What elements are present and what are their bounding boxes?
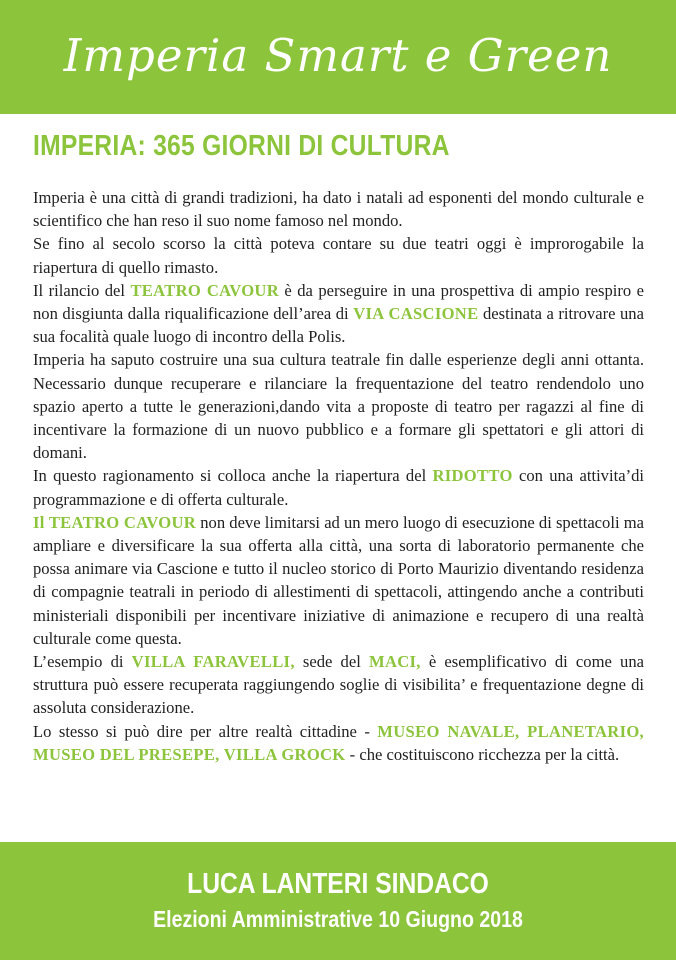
paragraph [33, 511, 644, 650]
paragraph: Imperia ha saputo costruire una sua cultura teatrale fin dalle esperienze degli anni ottanta. Necessario dunque recuperare e rilanciare la frequentazione del teatro rendendolo uno spazio aperto a tutte le generazioni,dando vita a proposte di teatro per ragazzi al fine di incentivare la formazione di un nuovo pubblico e a formare gli spettatori e gli attori di domani. [33, 350, 644, 463]
text-run: - che costituiscono ricchezza per la città. [345, 744, 620, 764]
article-headline: IMPERIA: 365 GIORNI DI CULTURA [33, 130, 450, 162]
highlight-maci: MACI, [369, 652, 421, 672]
text-run: In questo ragionamento si colloca anche la riapertura del [33, 466, 433, 486]
text-run: non deve limitarsi ad un mero luogo di esecuzione di spettacoli ma ampliare e diversificare la sua offerta alla città, una sorta di laboratorio permanente che possa animare via Cascione e tutto il nucleo storico di Porto Maurizio diventando residenza di compagnie teatrali in periodo di allestimenti di spettacoli, attingendo anche a contributi ministeriali disponibili per incentivare iniziative di animazione e recupero di una realtà culturale come questa. [33, 512, 644, 648]
text-run: con una attivita’di programmazione e di offerta culturale. [33, 466, 644, 509]
header-banner [0, 0, 676, 114]
text-run: è esemplificativo di come una struttura può essere recuperata raggiungendo soglie di visibilita’ e frequentazione degne di assoluta considerazione. [33, 652, 644, 718]
highlight-teatro-cavour: TEATRO CAVOUR [130, 280, 279, 300]
paragraph [33, 464, 644, 510]
election-date: Elezioni Amministrative 10 Giugno 2018 [153, 906, 523, 932]
text-run: Lo stesso si può dire per altre realtà cittadine - [33, 721, 378, 741]
highlight-museums: MUSEO NAVALE, PLANETARIO, MUSEO DEL PRESEPE, VILLA GROCK [33, 721, 644, 764]
paragraph [33, 650, 644, 720]
text-run: sede del [294, 652, 369, 672]
candidate-name: LUCA LANTERI SINDACO [187, 868, 489, 900]
text-run: destinata a ritrovare una sua focalità quale luogo di incontro della Polis. [33, 304, 644, 347]
highlight-teatro-cavour: Il TEATRO CAVOUR [33, 512, 197, 532]
article [33, 114, 644, 766]
text-run: è da perseguire in una prospettiva di ampio respiro e non disgiunta dalla riqualificazione dell’area di [33, 280, 644, 324]
article-body [33, 186, 644, 766]
highlight-via-cascione: VIA CASCIONE [353, 304, 479, 324]
highlight-ridotto: RIDOTTO [432, 466, 513, 486]
paragraph [33, 720, 644, 766]
header-title: Imperia Smart e Green [63, 28, 613, 82]
highlight-villa-faravelli: VILLA FARAVELLI, [131, 652, 295, 672]
footer-banner [0, 842, 676, 960]
text-run: Il rilancio del [33, 280, 131, 300]
paragraph [33, 279, 644, 349]
paragraph: Se fino al secolo scorso la città poteva contare su due teatri oggi è improrogabile la riapertura di quello rimasto. [33, 234, 644, 277]
text-run: L’esempio di [33, 652, 132, 672]
paragraph: Imperia è una città di grandi tradizioni, ha dato i natali ad esponenti del mondo culturale e scientifico che han reso il suo nome famoso nel mondo. [33, 188, 644, 231]
